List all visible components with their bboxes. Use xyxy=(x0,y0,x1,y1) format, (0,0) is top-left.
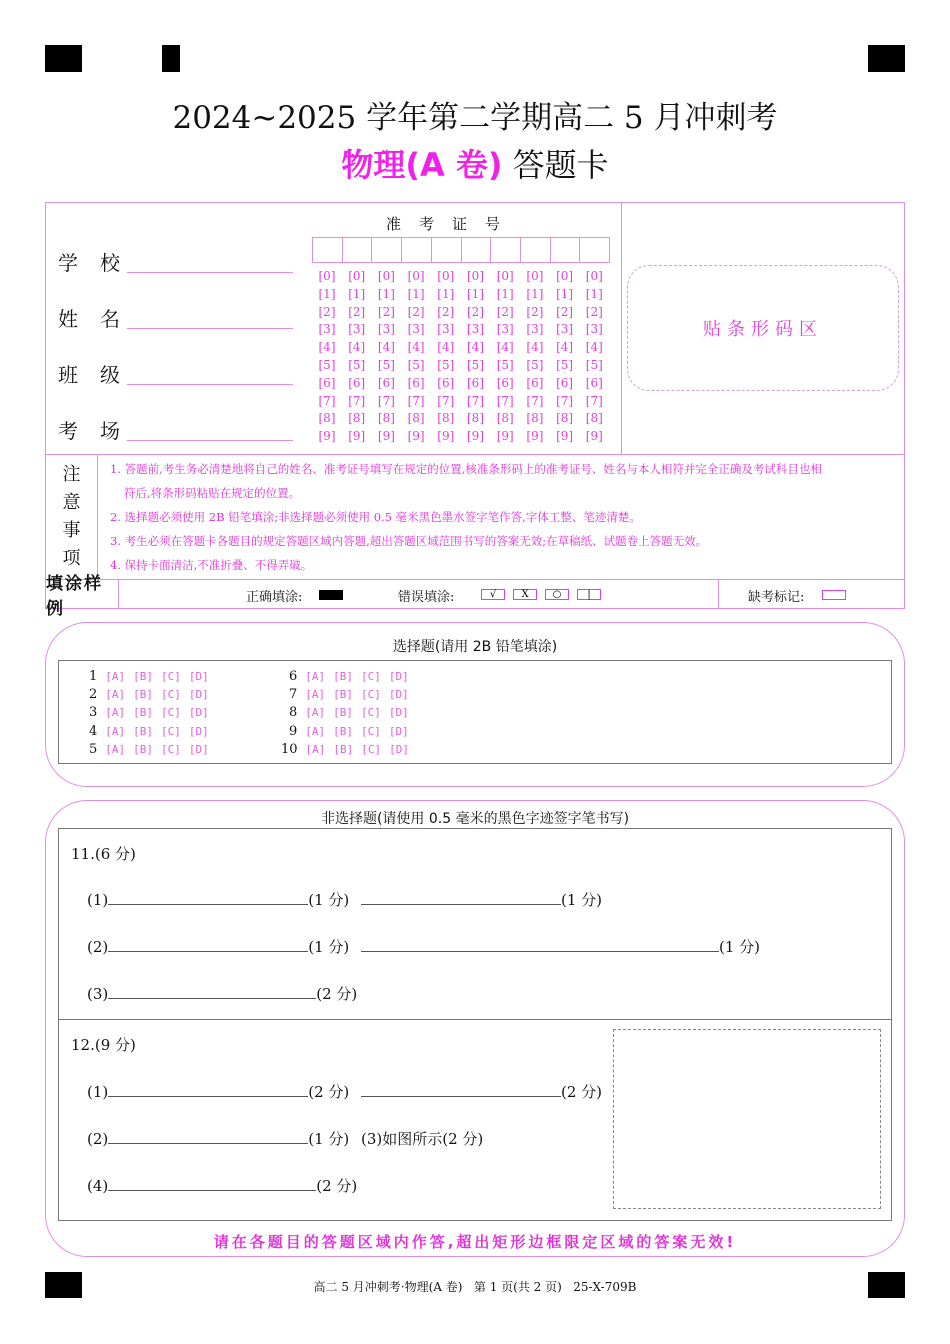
digit-bubble[interactable]: [6] xyxy=(437,375,455,390)
option-bubble-c[interactable]: [C] xyxy=(361,706,381,720)
digit-bubble[interactable]: [4] xyxy=(377,340,395,355)
option-bubble-c[interactable]: [C] xyxy=(361,724,381,738)
option-bubble-a[interactable]: [A] xyxy=(105,724,126,738)
digit-bubble[interactable]: [2] xyxy=(377,304,395,319)
alignment-mark xyxy=(45,45,82,72)
digit-bubble[interactable]: [2] xyxy=(437,304,455,319)
divider xyxy=(718,580,719,608)
answer-line xyxy=(87,983,357,1004)
digit-bubble[interactable]: [9] xyxy=(377,429,395,444)
nonchoice-title: 非选择题(请使用 0.5 毫米的黑色字迹签字笔书写) xyxy=(320,811,630,827)
option-bubble-d[interactable]: [D] xyxy=(389,742,410,756)
choice-title: 选择题(请用 2B 铅笔填涂) xyxy=(392,639,558,655)
option-bubble-a[interactable]: [A] xyxy=(105,670,126,683)
digit-bubble[interactable]: [3] xyxy=(585,322,603,337)
question-number: 9 xyxy=(289,723,298,739)
option-bubble-d[interactable]: [D] xyxy=(388,688,409,702)
divider xyxy=(59,1019,891,1020)
answer-line xyxy=(361,1128,483,1149)
absent-checkbox[interactable] xyxy=(822,590,846,600)
digit-bubble[interactable]: [2] xyxy=(318,304,336,319)
digit-bubble[interactable]: [0] xyxy=(496,269,514,283)
option-bubble-c[interactable]: [C] xyxy=(161,706,181,720)
choice-question xyxy=(281,742,409,757)
option-bubble-d[interactable]: [D] xyxy=(188,742,209,756)
digit-bubble[interactable]: [6] xyxy=(377,375,395,390)
option-bubble-a[interactable]: [A] xyxy=(305,688,326,702)
option-bubble-c[interactable]: [C] xyxy=(361,670,381,683)
answer-label: (4) xyxy=(87,1177,109,1195)
answer-label: (2) xyxy=(87,1130,109,1148)
score-label: (2 分) xyxy=(308,1083,350,1101)
option-bubble-c[interactable]: [C] xyxy=(161,742,181,756)
option-bubble-b[interactable]: [B] xyxy=(333,724,354,738)
option-bubble-b[interactable]: [B] xyxy=(133,742,154,756)
option-bubble-a[interactable]: [A] xyxy=(105,688,126,702)
digit-bubble[interactable]: [2] xyxy=(526,304,544,319)
digit-bubble[interactable]: [7] xyxy=(467,393,484,408)
digit-bubble[interactable]: [2] xyxy=(585,304,603,319)
notes-label-cell xyxy=(46,455,98,579)
wrong-fill-sample: X xyxy=(513,589,537,600)
id-digit-box[interactable] xyxy=(372,238,402,262)
choice-question xyxy=(289,669,409,684)
question-number: 6 xyxy=(289,669,298,684)
option-bubble-a[interactable]: [A] xyxy=(305,742,326,756)
digit-bubble[interactable]: [5] xyxy=(437,358,455,372)
digit-bubble[interactable]: [6] xyxy=(526,375,544,390)
field-input-line[interactable] xyxy=(127,440,293,441)
field-label: 姓名 xyxy=(58,307,142,331)
choice-box xyxy=(58,660,892,764)
digit-bubble[interactable]: [0] xyxy=(585,269,603,283)
digit-bubble[interactable]: [8] xyxy=(377,411,395,426)
exam-id-label: 准考证号 xyxy=(386,215,519,233)
field-input-line[interactable] xyxy=(127,384,293,385)
q12-heading: 12.(9 分) xyxy=(71,1036,136,1054)
option-bubble-c[interactable]: [C] xyxy=(161,670,181,683)
option-bubble-a[interactable]: [A] xyxy=(305,670,326,683)
digit-bubble[interactable]: [7] xyxy=(407,393,425,408)
digit-bubble[interactable]: [8] xyxy=(556,411,574,426)
digit-bubble[interactable]: [5] xyxy=(348,358,366,372)
digit-bubble[interactable]: [3] xyxy=(437,322,455,337)
answer-label: (3)如图所示(2 分) xyxy=(361,1130,484,1148)
id-digit-box[interactable] xyxy=(580,238,609,262)
card-title xyxy=(0,140,950,186)
digit-bubble[interactable]: [3] xyxy=(377,322,395,337)
digit-bubble[interactable]: [1] xyxy=(348,286,366,301)
digit-bubble[interactable]: [5] xyxy=(407,358,425,372)
answer-blank[interactable] xyxy=(108,1177,316,1191)
note-item: 3. 考生必须在答题卡各题目的规定答题区域内答题,超出答题区域范围书写的答案无效;在草稿纸、试题卷上答题无效。 xyxy=(110,534,708,548)
digit-bubble[interactable]: [3] xyxy=(318,322,336,337)
correct-fill-label: 正确填涂: xyxy=(246,590,303,605)
id-digit-box[interactable] xyxy=(343,238,373,262)
digit-bubble[interactable]: [8] xyxy=(526,411,544,426)
option-bubble-d[interactable]: [D] xyxy=(188,688,209,702)
digit-bubble[interactable]: [2] xyxy=(348,304,366,319)
option-bubble-b[interactable]: [B] xyxy=(333,670,354,683)
wrong-fill-label: 错误填涂: xyxy=(398,590,455,605)
choice-question xyxy=(89,742,209,757)
field-label: 考场 xyxy=(58,419,142,443)
id-digit-box[interactable] xyxy=(462,238,492,262)
answer-line xyxy=(87,936,349,957)
digit-bubble[interactable]: [6] xyxy=(467,375,484,390)
score-label: (2 分) xyxy=(561,1083,603,1101)
id-digit-box[interactable] xyxy=(313,238,343,262)
digit-bubble[interactable]: [5] xyxy=(556,358,574,372)
digit-bubble[interactable]: [6] xyxy=(318,375,336,390)
barcode-area: 贴条形码区 xyxy=(627,265,899,391)
digit-bubble[interactable]: [1] xyxy=(467,286,484,301)
question-number: 5 xyxy=(89,741,98,757)
digit-bubble[interactable]: [6] xyxy=(585,375,603,390)
choice-section xyxy=(45,622,905,787)
answer-line xyxy=(87,1175,357,1196)
digit-bubble[interactable]: [2] xyxy=(467,304,484,319)
option-bubble-d[interactable]: [D] xyxy=(388,706,409,720)
question-number: 3 xyxy=(89,705,98,721)
digit-bubble[interactable]: [8] xyxy=(585,411,603,426)
exam-title: 2024~2025 学年第二学期高二 5 月冲刺考 xyxy=(172,100,778,136)
score-label: (1 分) xyxy=(719,938,761,956)
note-item: 符后,将条形码粘贴在规定的位置。 xyxy=(124,486,301,500)
digit-bubble[interactable]: [0] xyxy=(437,269,455,283)
digit-bubble[interactable]: [5] xyxy=(377,358,395,372)
digit-bubble[interactable]: [4] xyxy=(437,340,455,355)
exam-id-boxes[interactable] xyxy=(312,237,610,263)
question-number: 8 xyxy=(289,705,298,721)
answer-blank[interactable] xyxy=(108,938,308,952)
digit-bubble[interactable]: [0] xyxy=(407,269,425,283)
digit-bubble[interactable]: [6] xyxy=(407,375,425,390)
option-bubble-b[interactable]: [B] xyxy=(333,742,354,756)
digit-bubble[interactable]: [4] xyxy=(467,340,484,355)
digit-bubble[interactable]: [1] xyxy=(496,286,514,301)
divider xyxy=(621,203,622,454)
option-bubble-a[interactable]: [A] xyxy=(305,706,326,720)
score-label: (1 分) xyxy=(308,1130,350,1148)
score-label: (1 分) xyxy=(308,938,350,956)
field-label: 学校 xyxy=(58,251,142,275)
answer-blank[interactable] xyxy=(361,891,561,905)
digit-bubble[interactable]: [1] xyxy=(526,286,544,301)
option-bubble-a[interactable]: [A] xyxy=(105,742,126,756)
score-label: (1 分) xyxy=(561,891,603,909)
digit-bubble[interactable]: [5] xyxy=(467,358,484,372)
answer-blank[interactable] xyxy=(361,938,719,952)
choice-question xyxy=(89,687,209,702)
digit-bubble[interactable]: [0] xyxy=(467,269,484,283)
digit-bubble[interactable]: [2] xyxy=(556,304,574,319)
option-bubble-c[interactable]: [C] xyxy=(361,688,381,702)
digit-bubble[interactable]: [6] xyxy=(496,375,514,390)
notes-section xyxy=(45,455,905,580)
notes-label: 注意事项 xyxy=(62,464,81,569)
answer-line xyxy=(87,1128,349,1149)
digit-bubble[interactable]: [5] xyxy=(585,358,603,372)
answer-blank[interactable] xyxy=(108,891,308,905)
digit-bubble[interactable]: [7] xyxy=(377,393,395,408)
digit-bubble[interactable]: [8] xyxy=(407,411,425,426)
answer-blank[interactable] xyxy=(108,985,316,999)
wrong-fill-sample: ○ xyxy=(545,589,569,600)
option-bubble-d[interactable]: [D] xyxy=(388,670,409,683)
choice-question xyxy=(89,669,209,684)
choice-question xyxy=(89,705,209,720)
fill-example-row xyxy=(45,574,905,619)
digit-bubble[interactable]: [0] xyxy=(318,269,336,283)
id-digit-box[interactable] xyxy=(521,238,551,262)
digit-bubble[interactable]: [3] xyxy=(407,322,425,337)
digit-bubble[interactable]: [6] xyxy=(556,375,574,390)
digit-bubble[interactable]: [4] xyxy=(585,340,603,355)
question-number: 1 xyxy=(89,669,98,684)
option-bubble-b[interactable]: [B] xyxy=(133,724,154,738)
option-bubble-b[interactable]: [B] xyxy=(133,706,154,720)
digit-bubble[interactable]: [4] xyxy=(496,340,514,355)
digit-bubble[interactable]: [1] xyxy=(407,286,425,301)
digit-bubble[interactable]: [4] xyxy=(556,340,574,355)
option-bubble-c[interactable]: [C] xyxy=(161,724,181,738)
option-bubble-d[interactable]: [D] xyxy=(388,724,409,738)
digit-bubble[interactable]: [8] xyxy=(348,411,366,426)
digit-bubble[interactable]: [7] xyxy=(348,393,366,408)
option-bubble-b[interactable]: [B] xyxy=(333,706,354,720)
choice-question xyxy=(289,724,409,739)
digit-bubble[interactable]: [7] xyxy=(526,393,544,408)
digit-bubble[interactable]: [0] xyxy=(556,269,574,283)
digit-bubble[interactable]: [4] xyxy=(407,340,425,355)
digit-bubble[interactable]: [4] xyxy=(318,340,336,355)
figure-drawing-area[interactable] xyxy=(613,1029,881,1209)
answer-label: (2) xyxy=(87,938,109,956)
choice-question xyxy=(289,687,409,702)
option-bubble-b[interactable]: [B] xyxy=(133,688,154,702)
digit-bubble[interactable]: [9] xyxy=(585,429,603,444)
alignment-mark xyxy=(162,45,180,72)
digit-bubble[interactable]: [9] xyxy=(526,429,544,444)
answer-line xyxy=(361,936,760,957)
note-item: 2. 选择题必须使用 2B 铅笔填涂;非选择题必须使用 0.5 毫米黑色墨水签字笔作答,字体工整、笔迹清楚。 xyxy=(110,510,641,524)
answer-card-label: 答题卡 xyxy=(502,146,609,184)
digit-bubble[interactable]: [5] xyxy=(496,358,514,372)
digit-bubble[interactable]: [7] xyxy=(318,393,336,408)
question-number: 10 xyxy=(281,741,298,757)
digit-bubble[interactable]: [7] xyxy=(585,393,603,408)
option-bubble-a[interactable]: [A] xyxy=(305,724,326,738)
field-input-line[interactable] xyxy=(127,328,293,329)
id-digit-box[interactable] xyxy=(402,238,432,262)
digit-bubble[interactable]: [9] xyxy=(437,429,455,444)
digit-bubble[interactable]: [5] xyxy=(526,358,544,372)
q11-heading: 11.(6 分) xyxy=(71,845,136,863)
info-section xyxy=(45,202,905,455)
answer-line xyxy=(361,889,602,910)
digit-bubble[interactable]: [3] xyxy=(467,322,484,337)
digit-bubble[interactable]: [3] xyxy=(496,322,514,337)
question-number: 2 xyxy=(89,687,98,703)
digit-bubble[interactable]: [9] xyxy=(407,429,425,444)
option-bubble-d[interactable]: [D] xyxy=(188,724,209,738)
answer-line xyxy=(361,1081,602,1102)
warning-text: 请在各题目的答题区域内作答,超出矩形边框限定区域的答案无效! xyxy=(213,1233,737,1251)
wrong-fill-sample: | xyxy=(577,589,601,600)
digit-bubble[interactable]: [7] xyxy=(437,393,455,408)
digit-bubble[interactable]: [7] xyxy=(556,393,574,408)
digit-bubble[interactable]: [1] xyxy=(556,286,574,301)
wrong-fill-sample: √ xyxy=(481,589,505,600)
option-bubble-c[interactable]: [C] xyxy=(161,688,181,702)
digit-bubble[interactable]: [8] xyxy=(467,411,484,426)
score-label: (2 分) xyxy=(316,985,358,1003)
subject-title: 物理(A 卷) xyxy=(341,146,503,184)
question-number: 7 xyxy=(289,687,298,703)
digit-bubble[interactable]: [4] xyxy=(348,340,366,355)
option-bubble-b[interactable]: [B] xyxy=(133,670,154,683)
option-bubble-a[interactable]: [A] xyxy=(105,706,126,720)
answer-blank[interactable] xyxy=(108,1130,308,1144)
field-input-line[interactable] xyxy=(127,272,293,273)
score-label: (1 分) xyxy=(308,891,350,909)
digit-bubble[interactable]: [1] xyxy=(585,286,603,301)
digit-bubble[interactable]: [8] xyxy=(496,411,514,426)
fill-example-label: 填涂样例 xyxy=(46,580,119,608)
option-bubble-c[interactable]: [C] xyxy=(361,742,382,756)
question-number: 4 xyxy=(89,723,98,739)
choice-question xyxy=(289,705,409,720)
digit-bubble[interactable]: [0] xyxy=(348,269,366,283)
answer-blank[interactable] xyxy=(361,1083,561,1097)
note-item: 4. 保持卡面清洁,不准折叠、不得弄破。 xyxy=(110,558,313,572)
digit-bubble[interactable]: [2] xyxy=(407,304,425,319)
note-item: 1. 答题前,考生务必清楚地将自己的姓名、准考证号填写在规定的位置,核准条形码上的准考证号、姓名与本人相符并完全正确及考试科目也相 xyxy=(110,462,822,476)
digit-bubble[interactable]: [2] xyxy=(496,304,514,319)
digit-bubble[interactable]: [9] xyxy=(348,429,366,444)
digit-bubble[interactable]: [5] xyxy=(318,358,336,372)
correct-fill-sample xyxy=(319,590,343,600)
option-bubble-d[interactable]: [D] xyxy=(188,706,209,720)
digit-bubble[interactable]: [3] xyxy=(526,322,544,337)
option-bubble-b[interactable]: [B] xyxy=(333,688,354,702)
answer-label: (1) xyxy=(87,1083,109,1101)
digit-bubble[interactable]: [8] xyxy=(437,411,455,426)
id-digit-box[interactable] xyxy=(551,238,581,262)
digit-bubble[interactable]: [3] xyxy=(348,322,366,337)
choice-question xyxy=(89,724,209,739)
digit-bubble[interactable]: [8] xyxy=(318,411,336,426)
digit-bubble[interactable]: [9] xyxy=(496,429,514,444)
digit-bubble[interactable]: [9] xyxy=(556,429,574,444)
alignment-mark xyxy=(868,45,905,72)
score-label: (2 分) xyxy=(316,1177,358,1195)
nonchoice-box xyxy=(58,828,892,1221)
nonchoice-section xyxy=(45,800,905,1257)
digit-bubble[interactable]: [1] xyxy=(437,286,455,301)
digit-bubble[interactable]: [3] xyxy=(556,322,574,337)
answer-line xyxy=(87,889,349,910)
page-footer: 高二 5 月冲刺考·物理(A 卷) 第 1 页(共 2 页) 25-X-709B xyxy=(313,1280,637,1294)
id-digit-box[interactable] xyxy=(432,238,462,262)
digit-bubble[interactable]: [7] xyxy=(496,393,514,408)
id-digit-box[interactable] xyxy=(491,238,521,262)
digit-bubble[interactable]: [4] xyxy=(526,340,544,355)
field-label: 班级 xyxy=(58,363,142,387)
digit-bubble[interactable]: [6] xyxy=(348,375,366,390)
digit-bubble[interactable]: [1] xyxy=(318,286,336,301)
answer-label: (3) xyxy=(87,985,109,1003)
answer-blank[interactable] xyxy=(108,1083,308,1097)
digit-bubble[interactable]: [0] xyxy=(526,269,544,283)
digit-bubble[interactable]: [9] xyxy=(318,429,336,444)
option-bubble-d[interactable]: [D] xyxy=(188,670,209,683)
digit-bubble[interactable]: [9] xyxy=(467,429,484,444)
digit-bubble[interactable]: [1] xyxy=(377,286,395,301)
answer-label: (1) xyxy=(87,891,109,909)
answer-line xyxy=(87,1081,349,1102)
digit-bubble[interactable]: [0] xyxy=(377,269,395,283)
absent-label: 缺考标记: xyxy=(748,590,805,605)
